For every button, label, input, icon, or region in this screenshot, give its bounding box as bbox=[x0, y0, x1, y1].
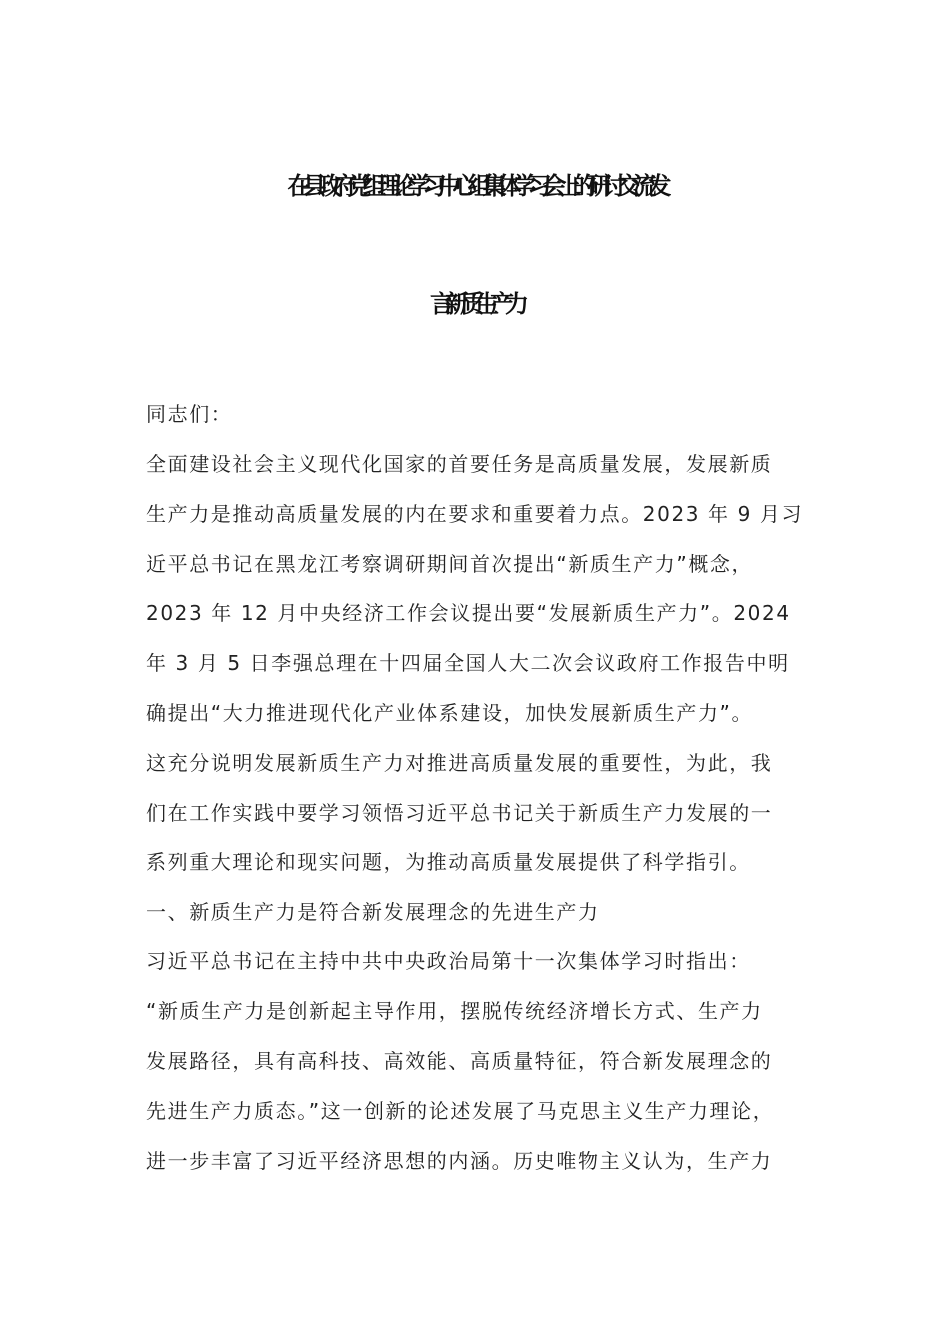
body-line: 2023 年 12 月中央经济工作会议提出要“发展新质生产力”。2024 bbox=[146, 601, 791, 625]
body-line: 确提出“大力推进现代化产业体系建设，加快发展新质生产力”。 bbox=[146, 701, 754, 725]
body-line: 先进生产力质态。”这一创新的论述发展了马克思主义生产力理论， bbox=[146, 1099, 775, 1123]
salutation: 同志们： bbox=[146, 402, 233, 426]
body-line: 们在工作实践中要学习领悟习近平总书记关于新质生产力发展的一 bbox=[146, 801, 773, 825]
body-line: 这充分说明发展新质生产力对推进高质量发展的重要性，为此，我 bbox=[146, 751, 773, 775]
body-line: 全面建设社会主义现代化国家的首要任务是高质量发展，发展新质 bbox=[146, 452, 773, 476]
body-line: 系列重大理论和现实问题，为推动高质量发展提供了科学指引。 bbox=[146, 850, 751, 874]
body-line: 发展路径，具有高科技、高效能、高质量特征，符合新发展理念的 bbox=[146, 1049, 773, 1073]
body-line: 习近平总书记在主持中共中央政治局第十一次集体学习时指出： bbox=[146, 949, 751, 973]
document-title-line-1: 在县政府党组理论学习中心组集体学习会上的研讨交流发 bbox=[287, 172, 663, 200]
document-title-line-2: 言新质生产力 bbox=[430, 290, 520, 318]
body-line: 近平总书记在黑龙江考察调研期间首次提出“新质生产力”概念， bbox=[146, 552, 754, 576]
body-line: 进一步丰富了习近平经济思想的内涵。历史唯物主义认为，生产力 bbox=[146, 1149, 773, 1173]
body-line: 生产力是推动高质量发展的内在要求和重要着力点。2023 年 9 月习 bbox=[146, 502, 804, 526]
section-heading: 一、新质生产力是符合新发展理念的先进生产力 bbox=[146, 900, 600, 924]
body-line: 年 3 月 5 日李强总理在十四届全国人大二次会议政府工作报告中明 bbox=[146, 651, 790, 675]
body-line: “新质生产力是创新起主导作用，摆脱传统经济增长方式、生产力 bbox=[146, 999, 763, 1023]
